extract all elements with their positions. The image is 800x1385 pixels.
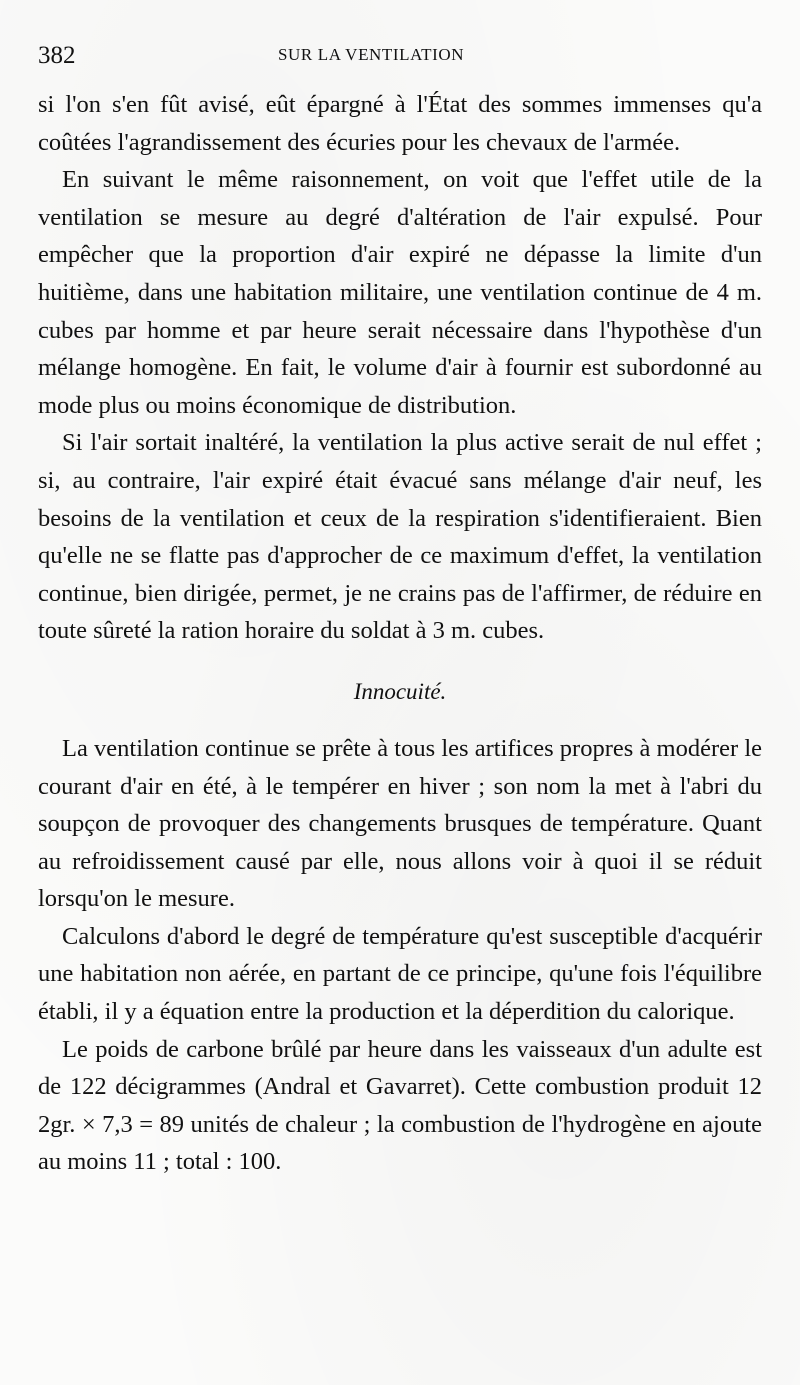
body-text: [38, 86, 762, 1181]
paragraph-temperature: Calculons d'abord le degré de température qu'est susceptible d'acquérir une habitation non aérée, en partant de ce principe, qu'une fois l'équilibre établi, il y a équation entre la production et la déperdition du calorique.: [38, 922, 762, 1026]
page-number: 382: [38, 42, 76, 69]
running-title: SUR LA VENTILATION: [278, 45, 465, 64]
paragraph-ventilation-effect: En suivant le même raisonnement, on voit que l'effet utile de la ventilation se mesure au degré d'altération de l'air expulsé. Pour empêcher que la proportion d'air expiré ne dépasse la limite d'un huitième, dans une habitation militaire, une ventilation continue de 4 m. cubes par homme et par heure serait nécessaire dans l'hypothèse d'un mélange homogène. En fait, le volume d'air à fournir est subordonné au mode plus ou moins économique de distribution.: [38, 166, 762, 419]
paragraph-carbon: Le poids de carbone brûlé par heure dans les vaisseaux d'un adulte est de 122 décigrammes (Andral et Gavarret). Cette combustion produit 12 2gr. × 7,3 = 89 unités de chaleur ; la combustion de l'hydrogène en ajoute au moins 11 ; total : 100.: [38, 1035, 762, 1176]
paragraph-innocuity: La ventilation continue se prête à tous les artifices propres à modérer le courant d'air en été, à le tempérer en hiver ; son nom la met à l'abri du soupçon de provoquer des changements brusques de température. Quant au refroidissement causé par elle, nous allons voir à quoi il se réduit lorsqu'on le mesure.: [38, 734, 762, 913]
paragraph-unaltered-air: Si l'air sortait inaltéré, la ventilation la plus active serait de nul effet ; si, au contraire, l'air expiré était évacué sans mélange d'air neuf, les besoins de la ventilation et ceux de la respiration s'identifieraient. Bien qu'elle ne se flatte pas d'approcher de ce maximum d'effet, la ventilation continue, bien dirigée, permet, je ne crains pas de l'affirmer, de réduire en toute sûreté la ration horaire du soldat à 3 m. cubes.: [38, 429, 762, 645]
running-head: [38, 38, 762, 78]
paragraph-continued: si l'on s'en fût avisé, eût épargné à l'État des sommes immenses qu'a coûtées l'agrandissement des écuries pour les chevaux de l'armée.: [38, 91, 762, 156]
section-heading: Innocuité.: [353, 678, 447, 704]
